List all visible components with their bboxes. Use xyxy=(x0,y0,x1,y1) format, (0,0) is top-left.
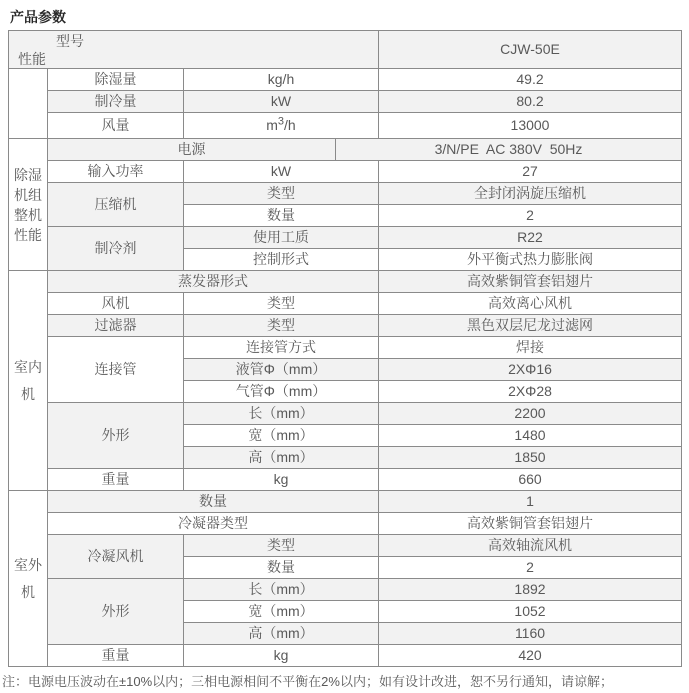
dehumid-capacity-unit: kg/h xyxy=(184,69,379,91)
air-volume-label: 风量 xyxy=(48,113,184,139)
indoor-dims-label: 外形 xyxy=(48,403,184,469)
indoor-weight-label: 重量 xyxy=(48,469,184,491)
dehumid-capacity-label: 除湿量 xyxy=(48,69,184,91)
refrigerant-medium-label: 使用工质 xyxy=(184,227,379,249)
indoor-width-label: 宽（mm） xyxy=(184,425,379,447)
refrigerant-control-value: 外平衡式热力膨胀阀 xyxy=(379,249,682,271)
model-header-cell: 型号 性能 xyxy=(9,31,379,69)
air-volume-value: 13000 xyxy=(379,113,682,139)
refrigerant-label: 制冷剂 xyxy=(48,227,184,271)
model-value: CJW-50E xyxy=(379,31,682,69)
section-indoor-unit: 室内 机 xyxy=(9,271,48,491)
indoor-height-value: 1850 xyxy=(379,447,682,469)
outdoor-height-value: 1160 xyxy=(379,623,682,645)
outdoor-width-value: 1052 xyxy=(379,601,682,623)
outdoor-weight-value: 420 xyxy=(379,645,682,667)
footnote: 注：电源电压波动在±10%以内；三相电源相间不平衡在2%以内；如有设计改进，恕不另行通知，请谅解； xyxy=(2,674,613,689)
outdoor-width-label: 宽（mm） xyxy=(184,601,379,623)
section-outdoor-unit: 室外 机 xyxy=(9,491,48,667)
indoor-length-label: 长（mm） xyxy=(184,403,379,425)
compressor-type-label: 类型 xyxy=(184,183,379,205)
cooling-capacity-value: 80.2 xyxy=(379,91,682,113)
indoor-weight-unit: kg xyxy=(184,469,379,491)
outdoor-length-value: 1892 xyxy=(379,579,682,601)
input-power-label: 输入功率 xyxy=(48,161,184,183)
gas-pipe-label: 气管Φ（mm） xyxy=(184,381,379,403)
cooling-capacity-unit: kW xyxy=(184,91,379,113)
outdoor-height-label: 高（mm） xyxy=(184,623,379,645)
gas-pipe-value: 2XΦ28 xyxy=(379,381,682,403)
outdoor-length-label: 长（mm） xyxy=(184,579,379,601)
condenser-fan-type-label: 类型 xyxy=(184,535,379,557)
fan-type-label: 类型 xyxy=(184,293,379,315)
power-supply-label: 电源 xyxy=(48,139,336,161)
indoor-width-value: 1480 xyxy=(379,425,682,447)
connecting-pipe-label: 连接管 xyxy=(48,337,184,403)
liquid-pipe-label: 液管Φ（mm） xyxy=(184,359,379,381)
outdoor-qty-label: 数量 xyxy=(48,491,379,513)
cooling-capacity-label: 制冷量 xyxy=(48,91,184,113)
indoor-weight-value: 660 xyxy=(379,469,682,491)
fan-type-value: 高效离心风机 xyxy=(379,293,682,315)
condenser-fan-type-value: 高效轴流风机 xyxy=(379,535,682,557)
liquid-pipe-value: 2XΦ16 xyxy=(379,359,682,381)
section-overall-performance: 除湿 机组 整机 性能 xyxy=(9,139,48,271)
input-power-value: 27 xyxy=(379,161,682,183)
pipe-method-label: 连接管方式 xyxy=(184,337,379,359)
refrigerant-medium-value: R22 xyxy=(379,227,682,249)
condenser-fan-label: 冷凝风机 xyxy=(48,535,184,579)
indoor-height-label: 高（mm） xyxy=(184,447,379,469)
condenser-fan-qty-value: 2 xyxy=(379,557,682,579)
pipe-method-value: 焊接 xyxy=(379,337,682,359)
air-volume-unit: $m^3/h$ xyxy=(184,113,379,139)
product-spec-table xyxy=(8,30,682,667)
condenser-fan-qty-label: 数量 xyxy=(184,557,379,579)
fan-label: 风机 xyxy=(48,293,184,315)
outdoor-qty-value: 1 xyxy=(379,491,682,513)
left-spacer-cell xyxy=(9,69,48,139)
indoor-length-value: 2200 xyxy=(379,403,682,425)
filter-label: 过滤器 xyxy=(48,315,184,337)
evaporator-type-value: 高效紫铜管套铝翅片 xyxy=(379,271,682,293)
evaporator-type-label: 蒸发器形式 xyxy=(48,271,379,293)
spec-table-body xyxy=(9,31,682,667)
condenser-type-label: 冷凝器类型 xyxy=(48,513,379,535)
condenser-type-value: 高效紫铜管套铝翅片 xyxy=(379,513,682,535)
power-supply-value: 3/N/PE AC 380V 50Hz xyxy=(336,139,682,161)
input-power-unit: kW xyxy=(184,161,379,183)
outdoor-dims-label: 外形 xyxy=(48,579,184,645)
filter-type-value: 黑色双层尼龙过滤网 xyxy=(379,315,682,337)
compressor-type-value: 全封闭涡旋压缩机 xyxy=(379,183,682,205)
page-title: 产品参数 xyxy=(10,9,66,25)
compressor-qty-value: 2 xyxy=(379,205,682,227)
outdoor-weight-label: 重量 xyxy=(48,645,184,667)
refrigerant-control-label: 控制形式 xyxy=(184,249,379,271)
compressor-qty-label: 数量 xyxy=(184,205,379,227)
compressor-label: 压缩机 xyxy=(48,183,184,227)
outdoor-weight-unit: kg xyxy=(184,645,379,667)
filter-type-label: 类型 xyxy=(184,315,379,337)
dehumid-capacity-value: 49.2 xyxy=(379,69,682,91)
